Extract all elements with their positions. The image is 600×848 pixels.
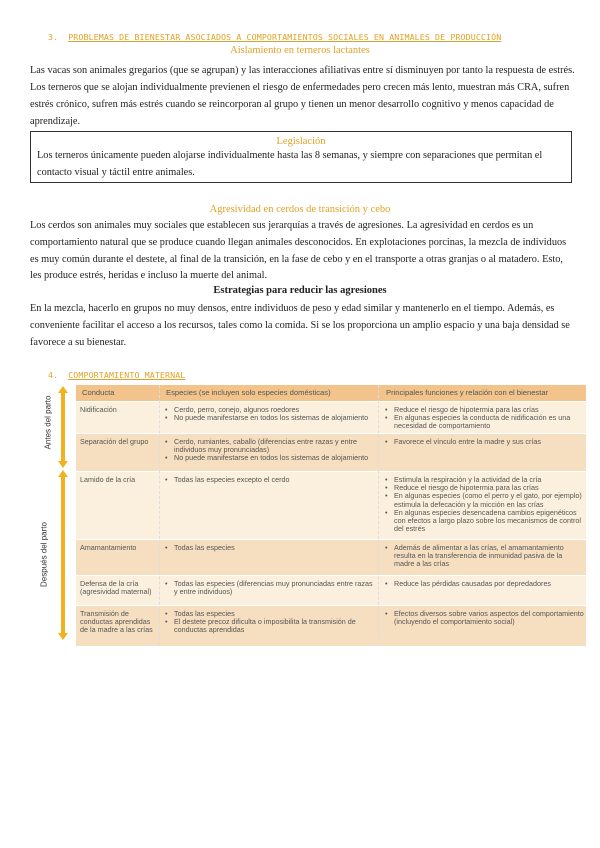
table-row [76,401,586,434]
cell-funciones [384,580,584,588]
cell-funciones [384,476,584,533]
section-number: 3. [48,32,59,42]
list-item: • Reduce las pérdidas causadas por depredadores [394,580,584,588]
list-item: • El destete precoz dificulta o imposibilita la transmisión de conductas aprendidas [174,618,374,634]
table-row [76,471,586,540]
cell-especies [164,580,374,596]
header-funciones: Principales funciones y relación con el bienestar [386,388,549,397]
list-item: • Reduce el riesgo de hipotermia para las crías [394,484,584,492]
section-title: COMPORTAMIENTO MATERNAL [68,370,186,380]
column-divider [159,385,161,645]
maternal-behaviour-table [76,385,586,645]
section-4-heading [48,370,185,380]
list-item: • Todas las especies (diferencias muy pronunciadas entre razas y entre individuos) [174,580,374,596]
cell-especies [164,476,374,484]
aislamiento-paragraph-1: Las vacas son animales gregarios (que se agrupan) y las interacciones afiliativas entre sí disminuyen por tanto la respuesta de estrés. [30,65,575,76]
arrow-up-icon [58,386,68,393]
list-item: • No puede manifestarse en todos los sistemas de alojamiento [174,454,374,462]
cell-conducta: Lamido de la cría [80,475,136,484]
cell-especies [164,406,374,422]
list-item: • Todas las especies [174,544,374,552]
list-item: • Efectos diversos sobre varios aspectos del comportamiento (incluyendo el comportamiento social) [394,610,584,626]
table-row [76,575,586,606]
cell-funciones [384,544,584,569]
table-row [76,605,586,646]
aislamiento-title: Aislamiento en terneros lactantes [230,45,370,56]
side-label-after: Después del parto [39,522,49,587]
cell-especies [164,438,374,463]
cell-funciones [384,438,584,446]
cell-conducta: Transmisión de conductas aprendidas de la madre a las crías [80,609,153,635]
list-item: • Además de alimentar a las crías, el amamantamiento resulta en la transferencia de inmunidad pasiva de la madre a las crías [394,544,584,569]
list-item: • Reduce el riesgo de hipotermia para las crías [394,406,584,414]
cell-conducta: Separación del grupo [80,437,149,446]
arrow-down-icon [58,633,68,640]
list-item: • No puede manifestarse en todos los sistemas de alojamiento [174,414,374,422]
section-number: 4. [48,370,59,380]
legislacion-title: Legislación [276,136,326,147]
legislacion-box [30,131,572,183]
side-label-before: Antes del parto [43,395,53,450]
agresividad-title: Agresividad en cerdos de transición y cebo [209,204,391,215]
legislacion-text: Los terneros únicamente pueden alojarse individualmente hasta las 8 semanas, y siempre con separaciones que permitan el contacto visual y táctil entre animales. [37,150,543,178]
cell-funciones [384,610,584,626]
header-conducta: Conducta [82,388,115,397]
list-item: • Cerdo, rumiantes, caballo (diferencias entre razas y entre individuos muy pronunciadas) [174,438,374,454]
cell-conducta: Nidificación [80,405,117,414]
agresividad-paragraph-2: En la mezcla, hacerlo en grupos no muy densos, entre individuos de peso y edad similar y mantenerlo en el tiempo. Además, es conveniente facilitar el acceso a los recursos, tales como la comida. Si se los proporciona un amplio espacio y una baja densidad se favorece a su bienestar. [30,303,570,348]
strategies-title: Estrategias para reducir las agresiones [213,285,387,296]
list-item: • Todas las especies excepto el cerdo [174,476,374,484]
list-item: • Cerdo, perro, conejo, algunos roedores [174,406,374,414]
arrow-shaft [61,393,65,461]
list-item: • Estimula la respiración y la actividad de la cría [394,476,584,484]
list-item: • Todas las especies [174,610,374,618]
column-divider [378,385,380,645]
table-header [76,385,586,401]
cell-conducta: Defensa de la cría (agresividad maternal) [80,579,152,597]
table-row [76,433,586,472]
arrow-up-icon [58,470,68,477]
arrow-shaft [61,477,65,633]
aislamiento-paragraph-2: Los terneros que se alojan individualmente previenen el riesgo de enfermedades pero crecen más lento, muestran más CRA, sufren estrés crónico, sufren más estrés cuando se reincorporan al grupo y tienen un menor desarrollo cognitivo y menos capacidad de aprendizaje. [30,82,570,127]
section-3-heading [48,32,501,42]
cell-especies [164,544,374,552]
cell-conducta: Amamantamiento [80,543,137,552]
list-item: • En algunas especies la conducta de nidificación es una necesidad de comportamiento [394,414,584,430]
arrow-down-icon [58,461,68,468]
cell-especies [164,610,374,635]
list-item: • En algunas especies desencadena cambios epigenéticos con efectos a largo plazo sobre los mecanismos de control del estrés [394,509,584,534]
section-title: PROBLEMAS DE BIENESTAR ASOCIADOS A COMPORTAMIENTOS SOCIALES EN ANIMALES DE PRODUCCIÓN [68,32,502,42]
agresividad-paragraph-1: Los cerdos son animales muy sociales que establecen sus jerarquías a través de agresiones. La agresividad en cerdos es un comportamiento natural que se produce cuando llegan animales desconocidos. En explotaciones porcinas, la mezcla de individuos es muy común durante el destete, al final de la transición, en la fase de cebo y en el transporte a otras granjas o al matadero. Esto, les produce estrés, heridas e incluso la muerte del animal. [30,220,567,282]
cell-funciones [384,406,584,431]
list-item: • Favorece el vínculo entre la madre y sus crías [394,438,584,446]
table-row [76,539,586,576]
list-item: • En algunas especies (como el perro y el gato, por ejemplo) estimula la defecación y la micción en las crías [394,492,584,508]
header-especies: Especies (se incluyen solo especies domésticas) [166,388,331,397]
